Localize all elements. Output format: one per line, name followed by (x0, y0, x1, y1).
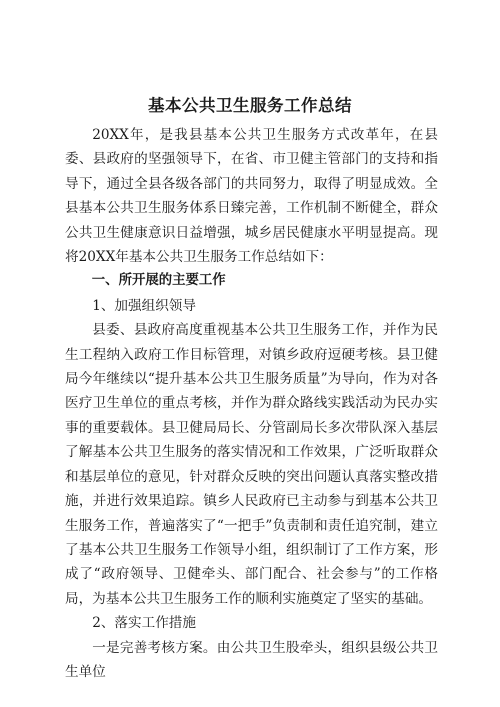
subsection-heading: 2、落实工作措施 (92, 615, 196, 632)
body-paragraph: 一是完善考核方案。由公共卫生股牵头，组织县级公共卫生单位 (65, 639, 438, 680)
body-paragraph: 县委、县政府高度重视基本公共卫生服务工作，并作为民生工程纳入政府工作目标管理，对镇乡政府逗硬考核。县卫健局今年继续以“提升基本公共卫生服务质量”为导向，作为对各医疗卫生单位的重点考核，并作为群众路线实践活动为民办实事的重要载体。县卫健局局长、分管副局长多次带队深入基层了解基本公共卫生服务的落实情况和工作效果，广泛听取群众和基层单位的意见，针对群众反映的突出问题认真落实整改措施，并进行效果追踪。镇乡人民政府已主动参与到基本公共卫生服务工作，普遍落实了“一把手”负责制和责任追究制，建立了基本公共卫生服务工作领导小组，组织制订了工作方案，形成了“政府领导、卫健牵头、部门配合、社会参与”的工作格局，为基本公共卫生服务工作的顺利实施奠定了坚实的基础。 (65, 322, 438, 607)
intro-paragraph: 20XX年，是我县基本公共卫生服务方式改革年，在县委、县政府的坚强领导下，在省、市卫健主管部门的支持和指导下，通过全县各级各部门的共同努力，取得了明显成效。全县基本公共卫生服务体系日臻完善，工作机制不断健全，群众公共卫生健康意识日益增强，城乡居民健康水平明显提高。现将20XX年基本公共卫生服务工作总结如下： (65, 127, 438, 266)
section-heading: 一、所开展的主要工作 (91, 273, 226, 289)
subsection-heading: 1、加强组织领导 (92, 297, 196, 314)
document-body (65, 123, 438, 684)
document-title: 基本公共卫生服务工作总结 (148, 96, 352, 115)
